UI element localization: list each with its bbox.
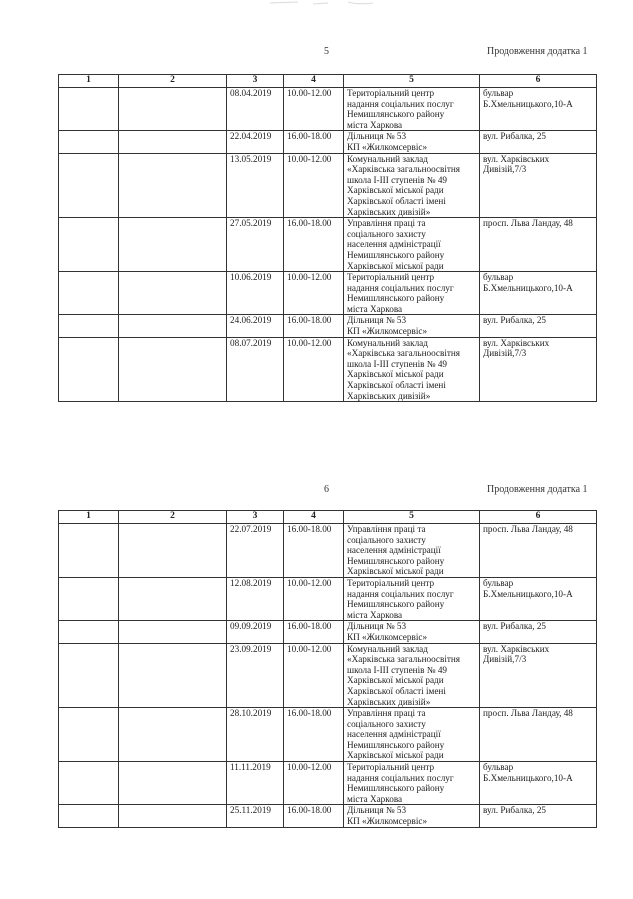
col1-cell (59, 315, 119, 337)
continuation-label: Продовження додатка 1 (487, 484, 588, 495)
address-cell: вул. Харківських Дивізій,7/3 (480, 643, 597, 708)
column-header: 3 (227, 75, 284, 88)
date-cell: 12.08.2019 (227, 577, 284, 620)
col2-cell (119, 805, 227, 827)
table-header-row (59, 75, 597, 88)
column-header: 5 (344, 75, 480, 88)
place-cell: Дільниця № 53 КП «Жилкомсервіс» (344, 621, 480, 643)
schedule-table (58, 510, 597, 828)
col1-cell (59, 621, 119, 643)
address-cell: просп. Льва Ландау, 48 (480, 218, 597, 272)
date-cell: 10.06.2019 (227, 272, 284, 315)
table-row (59, 153, 597, 218)
col1-cell (59, 762, 119, 805)
time-cell: 10.00-12.00 (284, 643, 344, 708)
table-row (59, 524, 597, 578)
address-cell: просп. Льва Ландау, 48 (480, 524, 597, 578)
place-cell: Дільниця № 53 КП «Жилкомсервіс» (344, 805, 480, 827)
date-cell: 08.04.2019 (227, 88, 284, 131)
column-header: 3 (227, 511, 284, 524)
continuation-label: Продовження додатка 1 (487, 46, 588, 57)
place-cell: Комунальний заклад «Харківська загальноосвітня школа I-III ступенів № 49 Харківської міської ради Харківської області імені Харківських дивізій» (344, 337, 480, 402)
table-row (59, 218, 597, 272)
table-row (59, 621, 597, 643)
col2-cell (119, 524, 227, 578)
table-row (59, 805, 597, 827)
col2-cell (119, 621, 227, 643)
col2-cell (119, 272, 227, 315)
col2-cell (119, 315, 227, 337)
col1-cell (59, 805, 119, 827)
table-header-row (59, 511, 597, 524)
column-header: 2 (119, 511, 227, 524)
time-cell: 16.00-18.00 (284, 805, 344, 827)
place-cell: Управління праці та соціального захисту населення адміністрації Немишлянського району Харківської міської ради (344, 218, 480, 272)
date-cell: 23.09.2019 (227, 643, 284, 708)
time-cell: 10.00-12.00 (284, 762, 344, 805)
table-row (59, 131, 597, 153)
table-row (59, 762, 597, 805)
table-row (59, 315, 597, 337)
address-cell: вул. Рибалка, 25 (480, 805, 597, 827)
date-cell: 09.09.2019 (227, 621, 284, 643)
place-cell: Дільниця № 53 КП «Жилкомсервіс» (344, 131, 480, 153)
col1-cell (59, 524, 119, 578)
col2-cell (119, 577, 227, 620)
place-cell: Територіальний центр надання соціальних послуг Немишлянського району міста Харкова (344, 577, 480, 620)
col1-cell (59, 131, 119, 153)
place-cell: Управління праці та соціального захисту населення адміністрації Немишлянського району Харківської міської ради (344, 708, 480, 762)
time-cell: 16.00-18.00 (284, 218, 344, 272)
date-cell: 22.04.2019 (227, 131, 284, 153)
column-header: 6 (480, 75, 597, 88)
time-cell: 10.00-12.00 (284, 88, 344, 131)
col2-cell (119, 218, 227, 272)
col1-cell (59, 272, 119, 315)
column-header: 4 (284, 511, 344, 524)
col1-cell (59, 577, 119, 620)
address-cell: вул. Рибалка, 25 (480, 131, 597, 153)
page-number: 5 (324, 46, 329, 57)
column-header: 6 (480, 511, 597, 524)
time-cell: 16.00-18.00 (284, 315, 344, 337)
time-cell: 10.00-12.00 (284, 337, 344, 402)
address-cell: вул. Рибалка, 25 (480, 621, 597, 643)
date-cell: 13.05.2019 (227, 153, 284, 218)
address-cell: вул. Харківських Дивізій,7/3 (480, 337, 597, 402)
time-cell: 10.00-12.00 (284, 272, 344, 315)
time-cell: 16.00-18.00 (284, 708, 344, 762)
address-cell: просп. Льва Ландау, 48 (480, 708, 597, 762)
place-cell: Дільниця № 53 КП «Жилкомсервіс» (344, 315, 480, 337)
address-cell: вул. Харківських Дивізій,7/3 (480, 153, 597, 218)
date-cell: 28.10.2019 (227, 708, 284, 762)
table-row (59, 272, 597, 315)
schedule-table (58, 74, 597, 402)
col2-cell (119, 88, 227, 131)
col2-cell (119, 153, 227, 218)
column-header: 4 (284, 75, 344, 88)
date-cell: 11.11.2019 (227, 762, 284, 805)
col1-cell (59, 643, 119, 708)
scan-artifact (268, 0, 378, 6)
col2-cell (119, 337, 227, 402)
table-row (59, 643, 597, 708)
place-cell: Комунальний заклад «Харківська загальноосвітня школа I-III ступенів № 49 Харківської міської ради Харківської області імені Харківських дивізій» (344, 153, 480, 218)
col1-cell (59, 88, 119, 131)
col1-cell (59, 337, 119, 402)
table-row (59, 337, 597, 402)
address-cell: бульвар Б.Хмельницького,10-А (480, 577, 597, 620)
date-cell: 25.11.2019 (227, 805, 284, 827)
time-cell: 16.00-18.00 (284, 131, 344, 153)
place-cell: Управління праці та соціального захисту населення адміністрації Немишлянського району Харківської міської ради (344, 524, 480, 578)
time-cell: 16.00-18.00 (284, 621, 344, 643)
date-cell: 22.07.2019 (227, 524, 284, 578)
table-row (59, 577, 597, 620)
col1-cell (59, 153, 119, 218)
date-cell: 24.06.2019 (227, 315, 284, 337)
place-cell: Територіальний центр надання соціальних послуг Немишлянського району міста Харкова (344, 88, 480, 131)
column-header: 1 (59, 511, 119, 524)
address-cell: вул. Рибалка, 25 (480, 315, 597, 337)
col1-cell (59, 218, 119, 272)
table-row (59, 88, 597, 131)
col2-cell (119, 708, 227, 762)
address-cell: бульвар Б.Хмельницького,10-А (480, 762, 597, 805)
time-cell: 16.00-18.00 (284, 524, 344, 578)
column-header: 2 (119, 75, 227, 88)
col1-cell (59, 708, 119, 762)
column-header: 5 (344, 511, 480, 524)
date-cell: 27.05.2019 (227, 218, 284, 272)
time-cell: 10.00-12.00 (284, 153, 344, 218)
date-cell: 08.07.2019 (227, 337, 284, 402)
col2-cell (119, 643, 227, 708)
address-cell: бульвар Б.Хмельницького,10-А (480, 272, 597, 315)
col2-cell (119, 762, 227, 805)
table-row (59, 708, 597, 762)
place-cell: Територіальний центр надання соціальних послуг Немишлянського району міста Харкова (344, 762, 480, 805)
column-header: 1 (59, 75, 119, 88)
place-cell: Комунальний заклад «Харківська загальноосвітня школа I-III ступенів № 49 Харківської міської ради Харківської області імені Харківських дивізій» (344, 643, 480, 708)
place-cell: Територіальний центр надання соціальних послуг Немишлянського району міста Харкова (344, 272, 480, 315)
col2-cell (119, 131, 227, 153)
page-number: 6 (324, 484, 329, 495)
address-cell: бульвар Б.Хмельницького,10-А (480, 88, 597, 131)
time-cell: 10.00-12.00 (284, 577, 344, 620)
